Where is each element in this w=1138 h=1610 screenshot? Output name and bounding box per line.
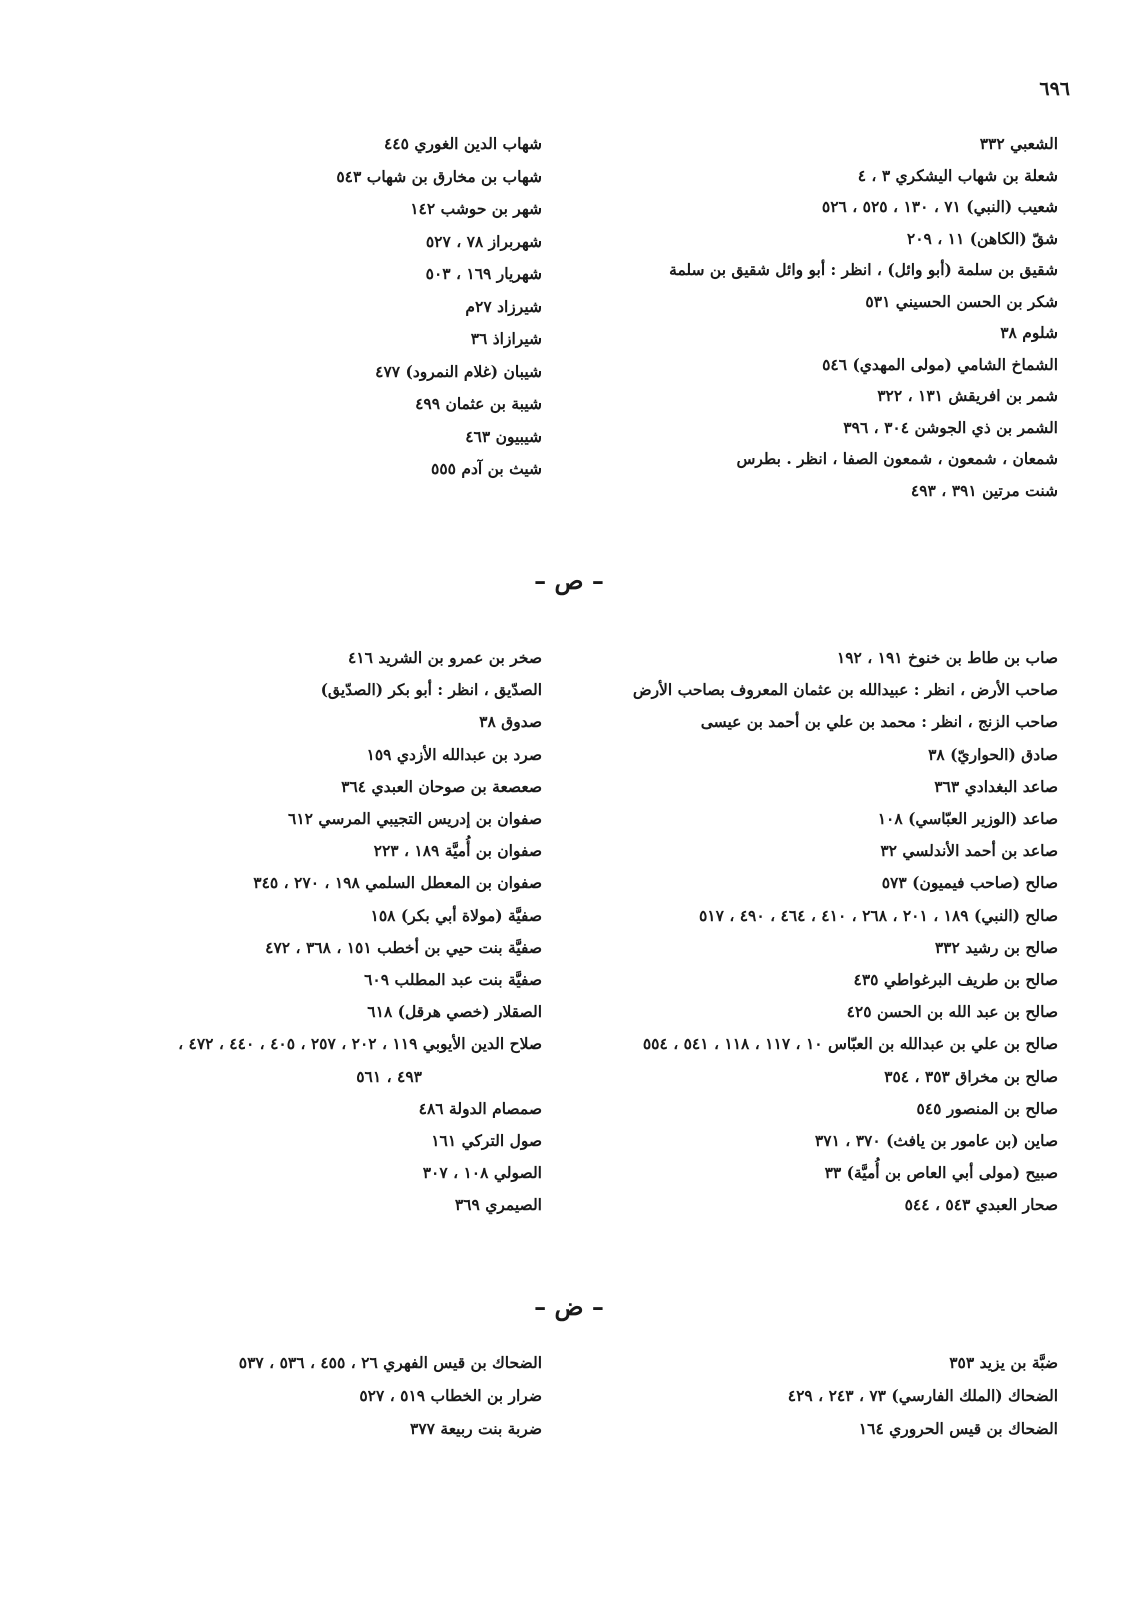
index-entry: شهر بن حوشب ١٤٢ xyxy=(410,199,542,218)
index-entry: شلوم ٣٨ xyxy=(1000,323,1058,342)
index-entry: ضبَّة بن يزيد ٣٥٣ xyxy=(949,1353,1058,1372)
index-column-left xyxy=(42,128,542,486)
index-entry: صالح بن عبد الله بن الحسن ٤٢٥ xyxy=(846,1002,1058,1022)
index-entry: صعصعة بن صوحان العبدي ٣٦٤ xyxy=(341,776,542,796)
index-entry: صفيَّة بنت عبد المطلب ٦٠٩ xyxy=(364,970,542,990)
index-column-right xyxy=(578,642,1058,1222)
index-entry: شعيب (النبي) ٧١ ، ١٣٠ ، ٥٢٥ ، ٥٢٦ xyxy=(821,197,1058,216)
index-entry: صرد بن عبدالله الأزدي ١٥٩ xyxy=(366,744,542,764)
index-entry: شعلة بن شهاب اليشكري ٣ ، ٤ xyxy=(857,165,1058,185)
index-entry: صمصام الدولة ٤٨٦ xyxy=(418,1098,542,1118)
page-number: ٦٩٦ xyxy=(1039,78,1070,100)
index-entry: صالح (صاحب فيميون) ٥٧٣ xyxy=(881,873,1058,893)
section-heading-sad xyxy=(0,566,1138,595)
index-column-left xyxy=(42,642,542,1222)
index-entry: شمعان ، شمعون ، شمعون الصفا ، انظر . بطرس xyxy=(736,449,1058,468)
index-entry: الصيمري ٣٦٩ xyxy=(454,1195,542,1215)
index-entry: الصولي ١٠٨ ، ٣٠٧ xyxy=(422,1163,542,1183)
index-entry: صالح بن المنصور ٥٤٥ xyxy=(916,1098,1058,1118)
index-entry: شمر بن افريقش ١٣١ ، ٣٢٢ xyxy=(877,386,1058,405)
index-entry: شهربراز ٧٨ ، ٥٢٧ xyxy=(425,231,542,251)
index-entry: شيرزاد ٢٧م xyxy=(465,296,542,316)
section-heading-text: – ص – xyxy=(534,566,604,595)
section-heading-dad xyxy=(0,1292,1138,1321)
index-entry: صاعد (الوزير العبّاسي) ١٠٨ xyxy=(877,809,1058,829)
index-entry: صالح بن رشيد ٣٣٢ xyxy=(934,937,1058,957)
index-entry: شهاب بن مخارق بن شهاب ٥٤٣ xyxy=(336,166,542,186)
index-entry: صاعد بن أحمد الأندلسي ٣٢ xyxy=(880,841,1058,861)
index-entry: شيبة بن عثمان ٤٩٩ xyxy=(415,394,542,413)
index-entry: صلاح الدين الأيوبي ١١٩ ، ٢٠٢ ، ٢٥٧ ، ٤٠٥ ، ٤٤٠ ، ٤٧٢ ، xyxy=(178,1034,542,1054)
index-entry: صاين (بن عامور بن يافث) ٣٧٠ ، ٣٧١ xyxy=(814,1131,1058,1151)
index-entry: الضحاك بن قيس الفهري ٢٦ ، ٤٥٥ ، ٥٣٦ ، ٥٣٧ xyxy=(238,1353,542,1372)
index-column-left xyxy=(42,1346,542,1445)
index-entry: شهاب الدين الغوري ٤٤٥ xyxy=(383,134,542,153)
index-entry: صاب بن طاط بن خنوخ ١٩١ ، ١٩٢ xyxy=(836,648,1058,667)
index-entry: شيث بن آدم ٥٥٥ xyxy=(431,459,542,478)
index-entry: شيبيون ٤٦٣ xyxy=(465,426,542,446)
index-entry: الصقلار (خصي هرقل) ٦١٨ xyxy=(367,1002,542,1022)
index-entry: صاعد البغدادي ٣٦٣ xyxy=(934,776,1058,796)
index-entry: صاحب الزنج ، انظر : محمد بن علي بن أحمد بن عيسى xyxy=(700,712,1058,732)
index-entry: صالح (النبي) ١٨٩ ، ٢٠١ ، ٢٦٨ ، ٤١٠ ، ٤٦٤ ، ٤٩٠ ، ٥١٧ xyxy=(698,905,1058,925)
section-heading-text: – ض – xyxy=(534,1292,604,1321)
index-entry: الضحاك بن قيس الحروري ١٦٤ xyxy=(858,1419,1058,1438)
index-entry: الضحاك (الملك الفارسي) ٧٣ ، ٢٤٣ ، ٤٢٩ xyxy=(787,1386,1058,1405)
index-entry: شقّ (الكاهن) ١١ ، ٢٠٩ xyxy=(906,228,1058,248)
index-entry: شيرازاذ ٣٦ xyxy=(470,329,542,348)
index-entry: الشماخ الشامي (مولى المهدي) ٥٤٦ xyxy=(822,354,1058,374)
index-entry: صبيح (مولى أبي العاص بن أُميَّة) ٣٣ xyxy=(824,1163,1058,1183)
index-entry: الشعبي ٣٣٢ xyxy=(979,134,1058,153)
index-entry: شهريار ١٦٩ ، ٥٠٣ xyxy=(425,264,542,283)
index-entry: شقيق بن سلمة (أبو وائل) ، انظر : أبو وائل شقيق بن سلمة xyxy=(669,260,1058,279)
index-entry: ضربة بنت ربيعة ٣٧٧ xyxy=(410,1419,542,1438)
index-entry: الصدّيق ، انظر : أبو بكر (الصدّيق) xyxy=(320,680,542,700)
index-entry: صالح بن طريف البرغواطي ٤٣٥ xyxy=(853,970,1058,990)
index-entry: صادق (الحواريّ) ٣٨ xyxy=(928,744,1058,764)
index-entry: شكر بن الحسن الحسيني ٥٣١ xyxy=(865,291,1058,311)
index-entry: صحار العبدي ٥٤٣ ، ٥٤٤ xyxy=(904,1195,1058,1215)
index-column-right xyxy=(578,1346,1058,1445)
index-entry: صول التركي ١٦١ xyxy=(431,1131,542,1151)
index-column-right xyxy=(578,128,1058,506)
index-entry: صفيَّة بنت حيي بن أخطب ١٥١ ، ٣٦٨ ، ٤٧٢ xyxy=(265,937,542,957)
index-entry: صالح بن علي بن عبدالله بن العبّاس ١٠ ، ١١٧ ، ١١٨ ، ٥٤١ ، ٥٥٤ xyxy=(642,1034,1058,1054)
index-entry: صالح بن مخراق ٣٥٣ ، ٣٥٤ xyxy=(884,1066,1058,1086)
index-entry: صفيَّة (مولاة أبي بكر) ١٥٨ xyxy=(370,905,542,925)
index-entry: صدوق ٣٨ xyxy=(479,712,542,732)
index-entry: الشمر بن ذي الجوشن ٣٠٤ ، ٣٩٦ xyxy=(843,417,1058,437)
index-entry: ضرار بن الخطاب ٥١٩ ، ٥٢٧ xyxy=(359,1386,542,1405)
index-entry: صفوان بن أُميَّة ١٨٩ ، ٢٢٣ xyxy=(373,841,542,861)
index-entry: صفوان بن المعطل السلمي ١٩٨ ، ٢٧٠ ، ٣٤٥ xyxy=(253,873,542,893)
index-entry: صاحب الأرض ، انظر : عبيدالله بن عثمان المعروف بصاحب الأرض xyxy=(632,680,1058,700)
index-entry: صخر بن عمرو بن الشريد ٤١٦ xyxy=(347,648,542,667)
index-entry: شيبان (غلام النمرود) ٤٧٧ xyxy=(375,361,542,381)
index-entry: شنت مرتين ٣٩١ ، ٤٩٣ xyxy=(910,480,1058,500)
index-entry: صفوان بن إدريس التجيبي المرسي ٦١٢ xyxy=(288,809,542,829)
index-entry-continuation: ٤٩٣ ، ٥٦١ xyxy=(356,1066,422,1086)
